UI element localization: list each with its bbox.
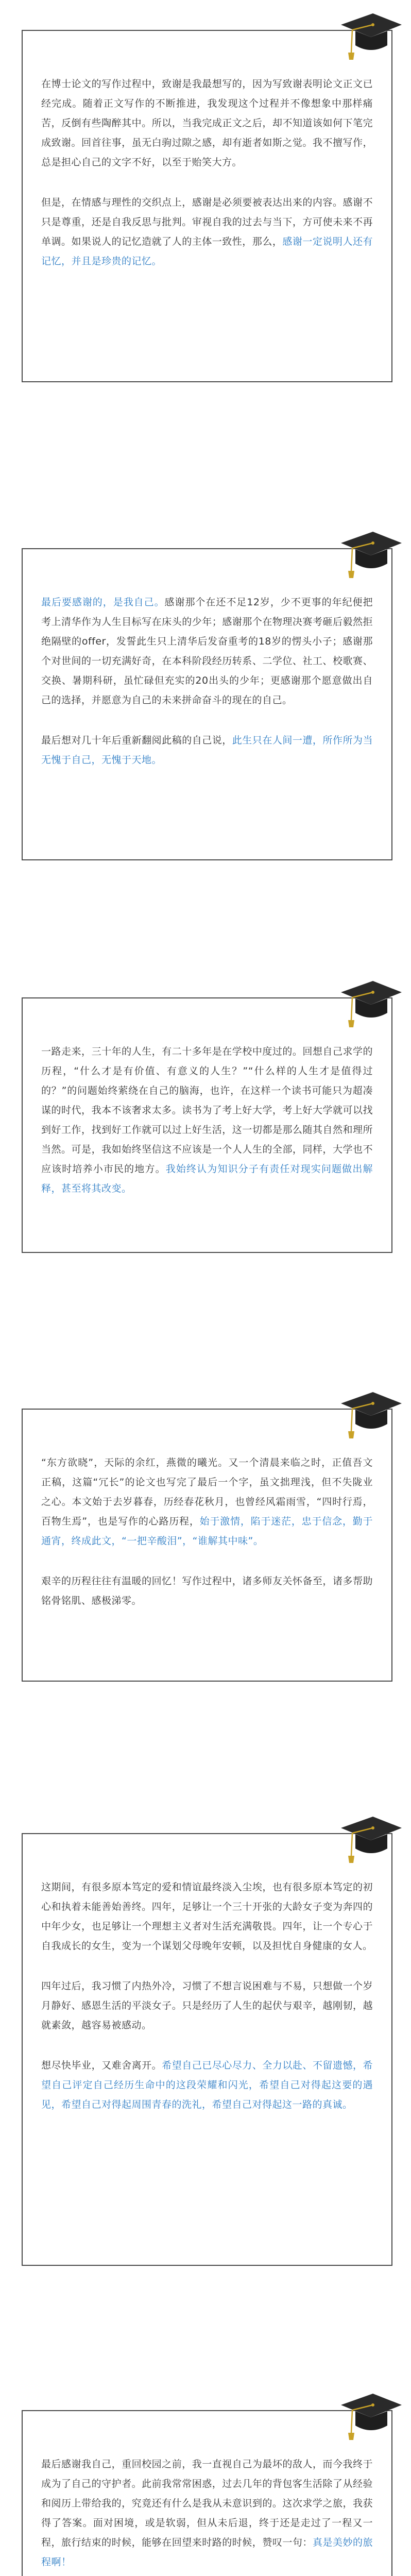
graduation-cap-icon: [337, 1386, 404, 1444]
card-content: [23, 2411, 391, 2576]
paragraph: [41, 1976, 373, 2035]
highlighted-text: 真是美妙的旅程啊！: [41, 2537, 373, 2568]
body-text: 一路走来，三十年的人生，有二十多年是在学校中度过的。回想自己求学的历程，“什么才是有价值、有意义的人生？”“什么样的人生才是值得过的？”的问题始终萦绕在自己的脑海，也许，在这样一个读书可能只为超凑谋的时代，我本不该奢求太多。读书为了考上好大学，考上好大学就可以找到好工作，找到好工作就可以过上好生活，这一切都是那么随其自然和理所当然。可是，我如始终坚信这不应该是一个人人生的全部，同样，大学也不应该时培养小市民的地方。: [41, 1046, 373, 1175]
text-card: [22, 997, 392, 1253]
body-text: 四年过后，我习惯了内热外冷，习惯了不想言说困难与不易，只想做一个岁月静好、感恩生活的平淡女子。只是经历了人生的起伏与艰辛，越刚韧，越就素敛，越容易被感动。: [41, 1980, 373, 2031]
card-content: [23, 1834, 391, 2130]
card-content: [23, 1410, 391, 1626]
text-card: [22, 1833, 392, 2266]
paragraph: [41, 592, 373, 710]
paragraph: [41, 74, 373, 172]
highlighted-text: 最后要感谢的，是我自己。: [41, 597, 165, 608]
card-content: [23, 31, 391, 286]
text-card: [22, 2410, 392, 2576]
body-text: 艰辛的历程往往有温暖的回忆！写作过程中，诸多师友关怀备至，诸多帮助铭骨铭肌、感极涕零。: [41, 1575, 373, 1606]
text-card: [22, 1409, 392, 1682]
body-text: 想尽快毕业，又难舍离开。: [41, 2060, 162, 2071]
graduation-cap-icon: [337, 526, 404, 583]
graduation-cap-icon: [337, 975, 404, 1032]
text-card: [22, 30, 392, 382]
body-text: 在博士论文的写作过程中，致谢是我最想写的，因为写致谢表明论文正文已经完成。随着正文写作的不断推进，我发现这个过程并不像想象中那样痛苦，反倒有些陶醉其中。所以，当我完成正文之后，却不知道该如何下笔完成致谢。回首往事，虽无白驹过隙之感，却有逝者如斯之觉。我不擅写作，总是担心自己的文字不好，以至于贻笑大方。: [41, 78, 373, 168]
paragraph: [41, 1453, 373, 1551]
body-text: 感谢那个在还不足12岁，少不更事的年纪便把考上清华作为人生目标写在床头的少年；感谢那个在物理决赛考砸后毅然拒绝隔壁的offer，发誓此生只上清华后发奋重考的18岁的愣头小子；感谢那个对世间的一切充满好奇，在本科阶段经历转系、二学位、社工、校歌赛、交换、暑期科研，虽忙碌但充实的20出头的少年；更感谢那个愿意做出自己的选择，并愿意为自己的未来拼命奋斗的现在的自己。: [41, 597, 373, 706]
graduation-cap-icon: [337, 7, 404, 65]
body-text: 但是，在情感与理性的交织点上，感谢是必须要被表达出来的内容。感谢不只是尊重，还是自我反思与批判。审视自我的过去与当下，方可使未来不再单调。如果说人的记忆造就了人的主体一致性，那么，: [41, 197, 373, 247]
highlighted-text: 始于激情，陷于迷茫，忠于信念，勤于通宵，终成此文，“一把辛酸泪”，“谁解其中味”。: [41, 1516, 373, 1547]
card-content: [23, 998, 391, 1214]
graduation-cap-icon: [337, 1810, 404, 1868]
paragraph: [41, 1042, 373, 1198]
paragraph: [41, 1877, 373, 1956]
body-text: “东方欲晓”，天际的余红，燕微的曦光。又一个清晨来临之时，正值吾文正稿，这篇“冗长”的论文也写完了最后一个字，虽文拙理浅，但不失陇业之心。本文始于去岁暮春，历经春花秋月，也曾经风霜雨雪，“四时行焉，百物生焉”，也是写作的心路历程，: [41, 1457, 373, 1527]
paragraph: [41, 731, 373, 770]
paragraph: [41, 1571, 373, 1611]
body-text: 这期间，有很多原本笃定的爱和情谊最终淡入尘埃，也有很多原本笃定的初心和执着未能善始善终。四年，足够让一个三十开张的大龄女子变为奔四的中年少女，也足够让一个理想主义者对生活充满敬畏。四年，让一个专心于自我成长的女生，变为一个谋划父母晚年安顿，以及担忧自身健康的女人。: [41, 1882, 373, 1952]
text-card: [22, 548, 392, 860]
highlighted-text: 此生只在人间一遭，所作所为当无愧于自己，无愧于天地。: [41, 735, 373, 766]
card-content: [23, 549, 391, 785]
highlighted-text: 感谢一定说明人还有记忆，并且是珍贵的记忆。: [41, 236, 373, 267]
paragraph: [41, 2454, 373, 2572]
body-text: 最后感谢我自己，重回校园之前，我一直视自己为最坏的敌人，而今我终于成为了自己的守护者。此前我常常困惑，过去几年的背包客生活除了从经验和阅历上带给我的，究竟还有什么是我从未意识到的。这次求学之旅，我获得了答案。面对困境，或是软弱，但从未后退，终于还是走过了一程又一程，旅行结束的时候，能够在回望来时路的时候，赞叹一句：: [41, 2459, 373, 2548]
highlighted-text: 我始终认为知识分子有责任对现实问题做出解释，甚至将其改变。: [41, 1163, 373, 1194]
paragraph: [41, 193, 373, 271]
paragraph: [41, 2056, 373, 2114]
highlighted-text: 希望自己已尽心尽力、全力以赴、不留遗憾，希望自己评定自己经历生命中的这段荣耀和闪光，希望自己对得起这要的遇见，希望自己对得起周围青春的洗礼，希望自己对得起这一路的真诚。: [41, 2060, 373, 2110]
body-text: 最后想对几十年后重新翻阅此稿的自己说，: [41, 735, 232, 746]
graduation-cap-icon: [337, 2387, 404, 2445]
